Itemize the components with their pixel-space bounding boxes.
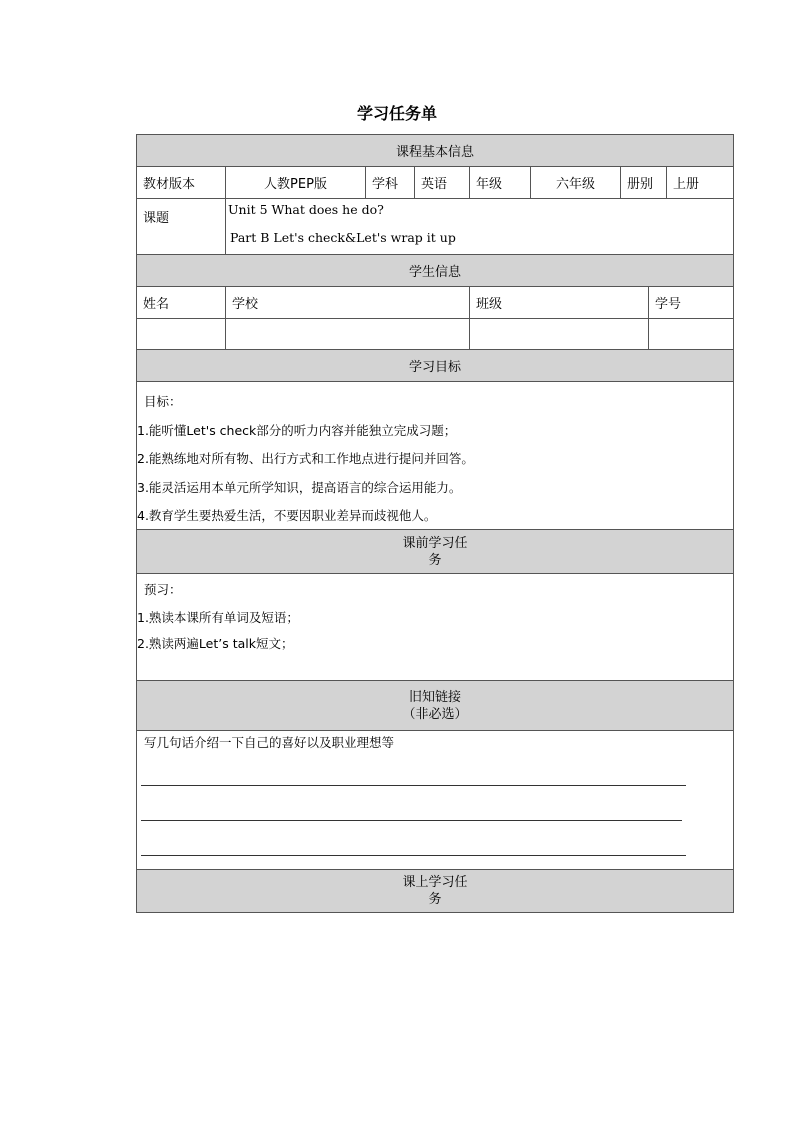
- name-field[interactable]: [137, 319, 226, 349]
- preview-body: [137, 574, 733, 681]
- objectives-body: [137, 382, 733, 530]
- subject-label: 学科: [366, 167, 415, 198]
- student-id-field[interactable]: [649, 319, 733, 349]
- course-info-row: [137, 167, 733, 199]
- objectives-text: [137, 382, 733, 529]
- review-text: [137, 731, 733, 869]
- topic-row: [137, 199, 733, 255]
- preview-item-1: 1.熟读本课所有单词及短语；: [137, 609, 299, 625]
- review-header-line-2: （非必选）: [402, 706, 468, 722]
- textbook-label: 教材版本: [137, 167, 226, 198]
- objectives-intro: 目标：: [144, 394, 182, 409]
- objective-item-1: 1.能听懂Let's check部分的听力内容并能独立完成习题；: [137, 422, 457, 438]
- student-info-labels-row: [137, 287, 733, 319]
- preview-intro: 预习：: [144, 582, 182, 597]
- topic-value: [226, 199, 733, 254]
- inclass-header: [137, 870, 733, 912]
- student-info-header-label: 学生信息: [408, 265, 461, 280]
- preview-item-2: 2.熟读两遍Let’s talk短文；: [137, 635, 294, 651]
- grade-value: 六年级: [531, 167, 621, 198]
- review-body: [137, 731, 733, 870]
- objectives-header: [137, 350, 733, 382]
- objective-item-4: 4.教育学生要热爱生活，不要因职业差异而歧视他人。: [137, 508, 437, 523]
- topic-line-1: Unit 5 What does he do?: [228, 202, 384, 217]
- class-field[interactable]: [470, 319, 649, 349]
- task-sheet-table: [136, 134, 734, 913]
- school-field[interactable]: [226, 319, 470, 349]
- volume-value: 上册: [673, 177, 700, 192]
- name-label: 姓名: [137, 287, 226, 318]
- writing-line-3[interactable]: [141, 854, 686, 856]
- objectives-header-label: 学习目标: [408, 360, 461, 375]
- preview-header: [137, 530, 733, 574]
- inclass-header-line-2: 务: [428, 892, 442, 907]
- student-info-values-row: [137, 319, 733, 350]
- class-label: 班级: [470, 287, 649, 318]
- review-header: [137, 681, 733, 731]
- course-info-header: [137, 135, 733, 167]
- subject-value: 英语: [415, 167, 470, 198]
- page-title: 学习任务单: [356, 104, 437, 123]
- review-prompt: 写几句话介绍一下自己的喜好以及职业理想等: [144, 735, 395, 750]
- student-info-header: [137, 255, 733, 287]
- textbook-value: 人教PEP版: [226, 167, 366, 198]
- inclass-header-line-1: 课上学习任: [402, 875, 468, 890]
- topic-line-2: Part B Let's check&Let's wrap it up: [230, 230, 456, 245]
- objective-item-2: 2.能熟练地对所有物、出行方式和工作地点进行提问并回答。: [137, 451, 474, 466]
- review-header-line-1: 旧知链接: [408, 689, 461, 705]
- course-info-header-label: 课程基本信息: [395, 145, 474, 160]
- preview-header-line-2: 务: [428, 552, 442, 568]
- grade-label: 年级: [470, 167, 531, 198]
- school-label: 学校: [226, 287, 470, 318]
- topic-label: 课题: [137, 199, 226, 254]
- preview-text: [137, 574, 733, 680]
- preview-header-line-1: 课前学习任: [402, 535, 468, 551]
- volume-label: 册别: [621, 167, 667, 198]
- objective-item-3: 3.能灵活运用本单元所学知识，提高语言的综合运用能力。: [137, 479, 462, 495]
- student-id-label: 学号: [655, 297, 682, 312]
